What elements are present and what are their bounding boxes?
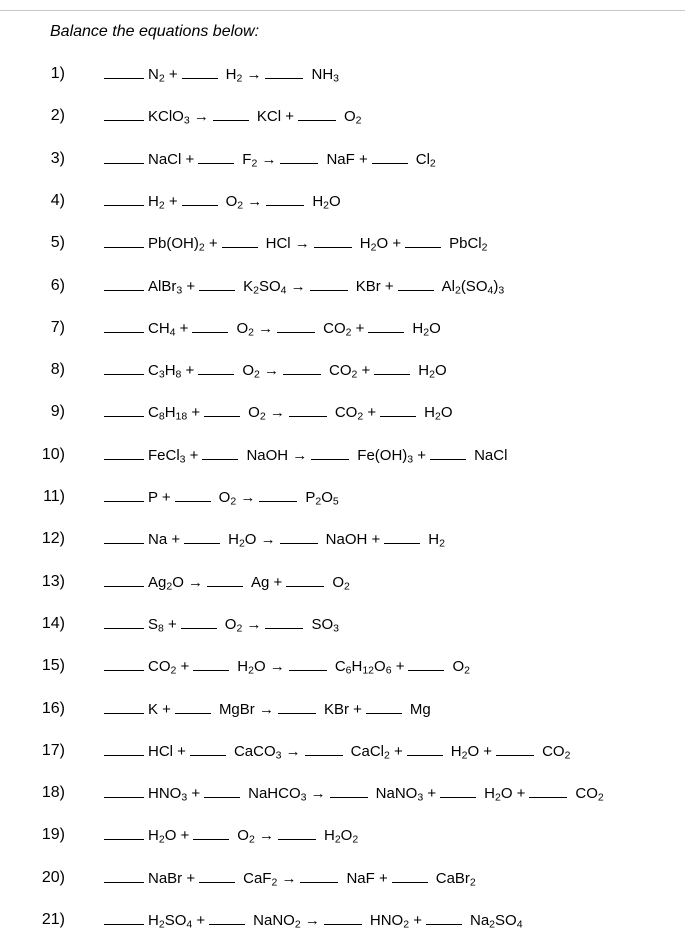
chemical-term: $O_2$ <box>332 573 350 593</box>
coefficient-blank[interactable] <box>104 191 144 206</box>
coefficient-blank[interactable] <box>104 64 144 79</box>
chemical-term: Mg <box>409 700 431 718</box>
equation-row <box>0 571 685 595</box>
equation-line <box>104 613 339 637</box>
chemical-term: NaOH → <box>246 446 308 464</box>
equation-row <box>0 782 685 806</box>
chemical-term: $Fe(OH)_3$ + <box>357 446 427 466</box>
coefficient-blank[interactable] <box>310 276 348 291</box>
coefficient-blank[interactable] <box>283 360 321 375</box>
coefficient-blank[interactable] <box>190 741 226 756</box>
chemical-term: $H_2O$ <box>424 404 453 424</box>
coefficient-blank[interactable] <box>366 699 402 714</box>
coefficient-blank[interactable] <box>104 783 144 798</box>
coefficient-blank[interactable] <box>193 656 229 671</box>
coefficient-blank[interactable] <box>204 402 240 417</box>
coefficient-blank[interactable] <box>324 910 362 925</box>
equation-number: 2) <box>50 107 65 125</box>
chemical-term: $H_2$ → <box>225 66 262 85</box>
chemical-term: HCl + <box>148 742 186 760</box>
coefficient-blank[interactable] <box>182 191 218 206</box>
equation-line <box>104 824 358 848</box>
coefficient-blank[interactable] <box>392 868 428 883</box>
coefficient-blank[interactable] <box>277 318 315 333</box>
chemical-term: $H_2O$ <box>412 319 441 339</box>
equation-number: 15) <box>41 657 65 675</box>
chemical-term: $O_2$ → <box>236 319 274 339</box>
equation-line <box>104 655 470 679</box>
equation-number: 18) <box>41 784 65 802</box>
coefficient-blank[interactable] <box>286 572 324 587</box>
chemical-term: Na + <box>148 531 181 549</box>
coefficient-blank[interactable] <box>104 402 144 417</box>
equation-row <box>0 190 685 214</box>
coefficient-blank[interactable] <box>192 318 228 333</box>
chemical-term: $K_2SO_4$ → <box>243 277 306 297</box>
chemical-term: $CO_2$ + <box>329 362 371 381</box>
coefficient-blank[interactable] <box>204 783 240 798</box>
coefficient-blank[interactable] <box>280 529 318 544</box>
equation-row <box>0 655 685 679</box>
chemical-term: $O_2$ <box>343 108 362 127</box>
coefficient-blank[interactable] <box>193 825 229 840</box>
chemical-term: $CH_4$ + <box>148 319 189 339</box>
equation-row <box>0 232 685 256</box>
equation-number: 8) <box>50 361 65 379</box>
coefficient-blank[interactable] <box>104 445 144 460</box>
chemical-term: PbCl$_2$ <box>449 235 488 254</box>
chemical-term: $Pb(OH)_2$ + <box>148 235 218 254</box>
chemical-term: CaF$_2$ → <box>243 869 297 889</box>
equation-row <box>0 317 685 341</box>
equation-number: 21) <box>41 911 65 928</box>
equation-row <box>0 486 685 510</box>
coefficient-blank[interactable] <box>104 910 144 925</box>
equation-row <box>0 613 685 637</box>
coefficient-blank[interactable] <box>529 783 567 798</box>
chemical-term: $O_2$ → <box>224 615 262 635</box>
coefficient-blank[interactable] <box>298 106 336 121</box>
coefficient-blank[interactable] <box>278 825 316 840</box>
chemical-term: NaCl <box>474 446 508 464</box>
equation-number: 11) <box>43 488 65 505</box>
equation-number: 4) <box>50 191 65 209</box>
equation-number: 9) <box>50 403 65 421</box>
chemical-term: $Na_2SO_4$ <box>469 912 523 931</box>
equation-number: 3) <box>50 149 65 167</box>
coefficient-blank[interactable] <box>265 64 303 79</box>
chemical-term: $CO_2$ + <box>334 404 377 424</box>
chemical-term: $HNO_2$ + <box>369 912 422 931</box>
equation-row <box>0 867 685 891</box>
chemical-term: KCl + <box>256 108 294 126</box>
coefficient-blank[interactable] <box>104 529 144 544</box>
equation-line <box>104 63 339 87</box>
coefficient-blank[interactable] <box>266 191 304 206</box>
coefficient-blank[interactable] <box>278 699 316 714</box>
chemical-term: $Ag_2O$ → <box>148 573 204 593</box>
coefficient-blank[interactable] <box>408 656 444 671</box>
coefficient-blank[interactable] <box>199 276 235 291</box>
coefficient-blank[interactable] <box>104 656 144 671</box>
chemical-term: $HNO_3$ + <box>148 785 201 804</box>
coefficient-blank[interactable] <box>384 529 420 544</box>
equation-number: 19) <box>41 826 65 844</box>
equation-number: 5) <box>50 234 65 252</box>
chemical-term: $C_6H_{12}O_6$ + <box>334 658 405 677</box>
chemical-term: FeCl$_3$ + <box>148 446 199 466</box>
coefficient-blank[interactable] <box>330 783 368 798</box>
coefficient-blank[interactable] <box>289 656 327 671</box>
chemical-term: $C_8H_{18}$ + <box>148 404 201 424</box>
equation-number: 17) <box>41 741 65 759</box>
equation-line <box>104 148 436 172</box>
equation-number: 13) <box>41 572 65 590</box>
chemical-term: Ag + <box>251 573 283 591</box>
coefficient-blank[interactable] <box>430 445 466 460</box>
chemical-term: $O_2$ → <box>237 827 274 847</box>
chemical-term: K + <box>148 700 171 718</box>
equation-line <box>104 698 431 722</box>
equation-number: 14) <box>41 614 65 632</box>
coefficient-blank[interactable] <box>280 149 318 164</box>
chemical-term: CaCO$_3$ → <box>233 742 301 762</box>
chemical-term: $H_2O$ + <box>359 235 402 254</box>
chemical-term: $H_2O$ + <box>484 785 526 804</box>
coefficient-blank[interactable] <box>181 614 217 629</box>
chemical-term: NaNO$_2$ → <box>253 912 320 931</box>
equation-line <box>104 401 452 425</box>
coefficient-blank[interactable] <box>305 741 343 756</box>
equation-line <box>104 528 445 552</box>
equation-line <box>104 275 504 299</box>
coefficient-blank[interactable] <box>311 445 349 460</box>
chemical-term: $H_2O_2$ <box>323 827 359 847</box>
chemical-term: $H_2$ + <box>148 192 178 212</box>
chemical-term: CaBr$_2$ <box>435 869 476 889</box>
equation-line <box>104 105 361 129</box>
equation-line <box>104 232 487 256</box>
equation-row <box>0 528 685 552</box>
equation-row <box>0 698 685 722</box>
chemical-term: $H_2O$ + <box>450 742 493 762</box>
chemical-term: CaCl$_2$ + <box>350 742 403 762</box>
chemical-term: $CO_2$ + <box>323 319 365 339</box>
equation-number: 1) <box>50 65 65 82</box>
chemical-term: $Al_2(SO_4)_3$ <box>441 277 505 297</box>
coefficient-blank[interactable] <box>372 149 408 164</box>
coefficient-blank[interactable] <box>198 360 234 375</box>
chemical-term: $CO_2$ <box>575 785 604 804</box>
coefficient-blank[interactable] <box>265 614 303 629</box>
chemical-term: $H_2O$ <box>418 362 447 381</box>
coefficient-blank[interactable] <box>259 487 297 502</box>
chemical-term: $H_2O$ + <box>148 827 190 847</box>
coefficient-blank[interactable] <box>213 106 249 121</box>
equation-number: 12) <box>41 530 65 548</box>
coefficient-blank[interactable] <box>104 106 144 121</box>
coefficient-blank[interactable] <box>198 149 234 164</box>
coefficient-blank[interactable] <box>496 741 534 756</box>
chemical-term: NaBr + <box>148 869 196 887</box>
chemical-term: $O_2$ → <box>225 192 263 212</box>
chemical-term: AlBr$_3$ + <box>148 277 196 297</box>
equation-number: 16) <box>41 699 65 717</box>
chemical-term: $N_2$ + <box>148 66 178 85</box>
equation-number: 7) <box>50 318 65 336</box>
chemical-term: $O_2$ → <box>242 362 279 381</box>
coefficient-blank[interactable] <box>182 64 218 79</box>
coefficient-blank[interactable] <box>202 445 238 460</box>
equation-row <box>0 909 685 933</box>
equation-line <box>104 486 339 510</box>
coefficient-blank[interactable] <box>104 572 144 587</box>
coefficient-blank[interactable] <box>104 276 144 291</box>
chemical-term: NaCl + <box>148 150 195 168</box>
equation-number: 20) <box>41 868 65 886</box>
equation-line <box>104 909 523 933</box>
coefficient-blank[interactable] <box>184 529 220 544</box>
equation-row <box>0 63 685 87</box>
equation-row <box>0 105 685 129</box>
chemical-term: $F_2$ → <box>242 150 277 170</box>
chemical-term: $H_2$ <box>428 531 445 550</box>
equation-line <box>104 571 350 595</box>
chemical-term: $H_2O$ <box>312 192 341 212</box>
coefficient-blank[interactable] <box>199 868 235 883</box>
equation-number: 6) <box>50 276 65 294</box>
chemical-term: P + <box>148 489 171 506</box>
coefficient-blank[interactable] <box>209 910 245 925</box>
chemical-term: $P_2O_5$ <box>305 489 339 508</box>
coefficient-blank[interactable] <box>314 233 352 248</box>
coefficient-blank[interactable] <box>222 233 258 248</box>
equation-row <box>0 740 685 764</box>
chemical-term: $C_3H_8$ + <box>148 362 195 381</box>
coefficient-blank[interactable] <box>104 360 144 375</box>
chemical-term: $Cl_2$ <box>415 150 436 170</box>
equation-line <box>104 867 476 891</box>
coefficient-blank[interactable] <box>104 868 144 883</box>
equation-row <box>0 444 685 468</box>
coefficient-blank[interactable] <box>104 825 144 840</box>
equation-row <box>0 824 685 848</box>
chemical-term: $O_2$ → <box>218 489 256 508</box>
chemical-term: KBr + <box>323 700 362 718</box>
equation-line <box>104 740 570 764</box>
coefficient-blank[interactable] <box>426 910 462 925</box>
coefficient-blank[interactable] <box>175 487 211 502</box>
chemical-term: $SO_3$ <box>311 615 340 635</box>
equation-line <box>104 782 604 806</box>
coefficient-blank[interactable] <box>368 318 404 333</box>
chemical-term: $H_2O$ → <box>228 531 276 550</box>
equation-line <box>104 359 447 383</box>
coefficient-blank[interactable] <box>104 318 144 333</box>
coefficient-blank[interactable] <box>207 572 243 587</box>
coefficient-blank[interactable] <box>398 276 434 291</box>
chemical-term: $H_2SO_4$ + <box>148 912 206 931</box>
chemical-term: $O_2$ → <box>248 404 285 424</box>
equation-line <box>104 317 441 341</box>
coefficient-blank[interactable] <box>289 402 327 417</box>
equation-row <box>0 275 685 299</box>
coefficient-blank[interactable] <box>104 699 144 714</box>
chemical-term: HCl → <box>265 235 310 253</box>
chemical-term: NaNO$_3$ + <box>375 785 437 804</box>
coefficient-blank[interactable] <box>104 741 144 756</box>
chemical-term: $NH_3$ <box>311 66 339 85</box>
chemical-term: $CO_2$ + <box>148 658 190 677</box>
chemical-term: NaF + <box>326 150 368 168</box>
coefficient-blank[interactable] <box>380 402 416 417</box>
chemical-term: $O_2$ <box>452 658 470 677</box>
coefficient-blank[interactable] <box>405 233 441 248</box>
coefficient-blank[interactable] <box>104 614 144 629</box>
chemical-term: KClO$_3$ → <box>148 108 209 127</box>
equation-number: 10) <box>41 445 65 463</box>
top-rule <box>0 10 685 11</box>
chemical-term: $H_2O$ → <box>237 658 285 677</box>
chemical-term: NaHCO$_3$ → <box>248 785 326 804</box>
coefficient-blank[interactable] <box>300 868 338 883</box>
coefficient-blank[interactable] <box>104 487 144 502</box>
coefficient-blank[interactable] <box>374 360 410 375</box>
equation-row <box>0 148 685 172</box>
coefficient-blank[interactable] <box>104 149 144 164</box>
equation-line <box>104 190 341 214</box>
chemical-term: NaF + <box>346 869 388 887</box>
coefficient-blank[interactable] <box>407 741 443 756</box>
page-heading: Balance the equations below: <box>50 23 260 40</box>
equation-line <box>104 444 507 468</box>
coefficient-blank[interactable] <box>175 699 211 714</box>
equation-row <box>0 401 685 425</box>
chemical-term: NaOH + <box>325 531 381 549</box>
chemical-term: KBr + <box>355 277 394 295</box>
chemical-term: MgBr → <box>218 700 274 718</box>
coefficient-blank[interactable] <box>440 783 476 798</box>
chemical-term: $S_8$ + <box>148 615 177 635</box>
chemical-term: $CO_2$ <box>542 742 571 762</box>
equation-row <box>0 359 685 383</box>
coefficient-blank[interactable] <box>104 233 144 248</box>
